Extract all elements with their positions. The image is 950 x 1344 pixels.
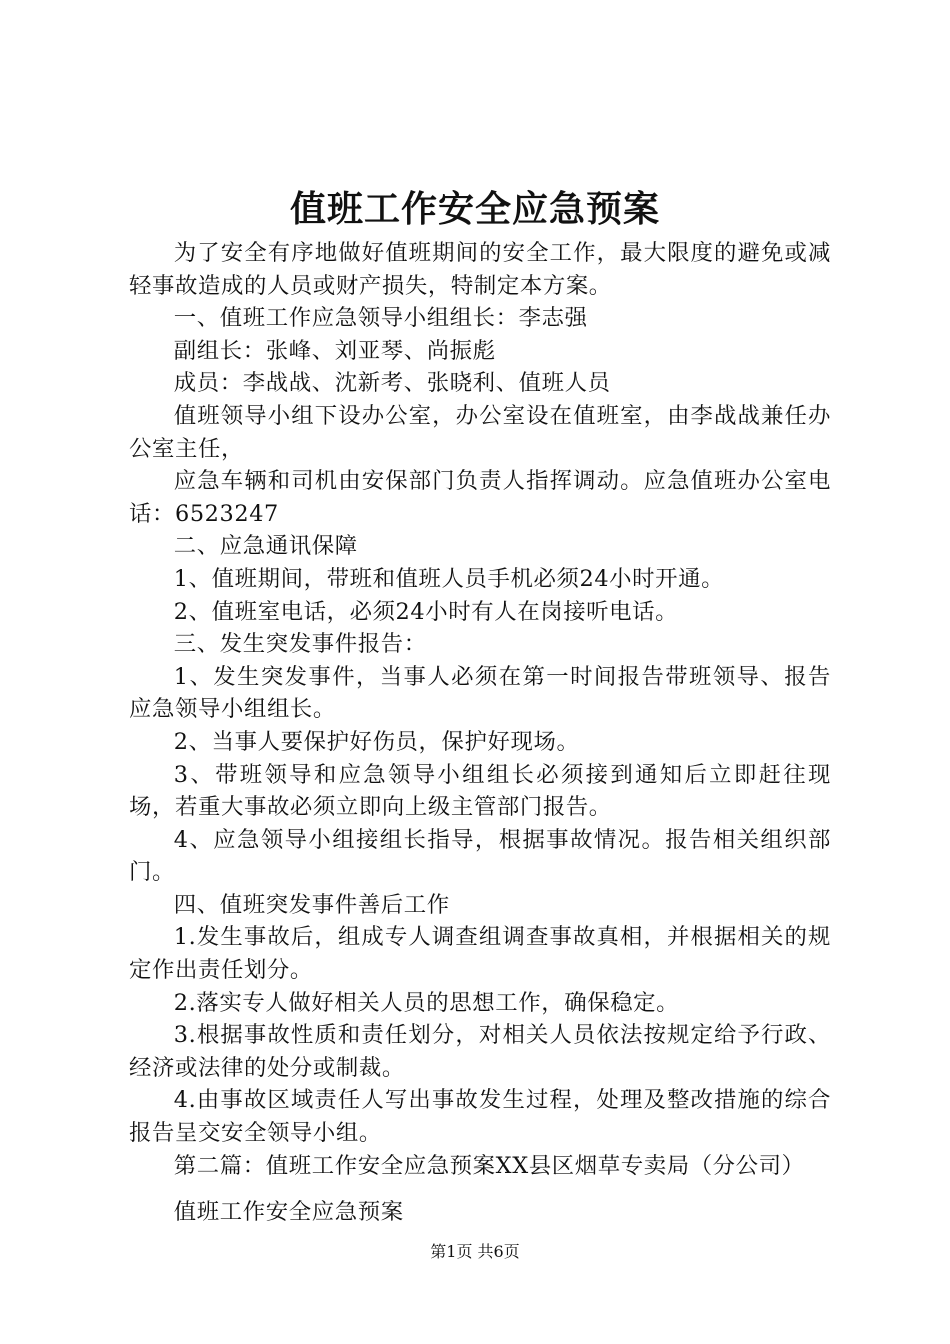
- paragraph-section-3-heading: 三、发生突发事件报告：: [173, 631, 427, 658]
- page-footer: 第1页 共6页: [430, 1242, 520, 1261]
- paragraph-section-2-item-1: 1、值班期间，带班和值班人员手机必须24小时开通。: [173, 565, 725, 592]
- paragraph-second-part-heading: 第二篇：值班工作安全应急预案XX县区烟草专卖局（分公司）: [173, 1152, 805, 1179]
- document-title: 值班工作安全应急预案: [289, 188, 660, 230]
- paragraph-second-part-title: 值班工作安全应急预案: [173, 1199, 404, 1226]
- paragraph-section-2-heading: 二、应急通讯保障: [173, 533, 358, 560]
- paragraph-vehicles-phone: 应急车辆和司机由安保部门负责人指挥调动。应急值班办公室电话：6523247: [129, 468, 831, 527]
- paragraph-section-1-leader: 一、值班工作应急领导小组组长：李志强: [173, 305, 588, 332]
- paragraph-section-4-item-2: 2.落实专人做好相关人员的思想工作，确保稳定。: [173, 989, 680, 1016]
- paragraph-section-4-heading: 四、值班突发事件善后工作: [173, 891, 450, 918]
- paragraph-section-3-item-1: 1、发生突发事件，当事人必须在第一时间报告带班领导、报告应急领导小组组长。: [129, 663, 831, 723]
- paragraph-section-4-item-1: 1.发生事故后，组成专人调查组调查事故真相，并根据相关的规定作出责任划分。: [129, 924, 831, 984]
- paragraph-section-4-item-4: 4.由事故区域责任人写出事故发生过程，处理及整改措施的综合报告呈交安全领导小组。: [129, 1087, 831, 1147]
- paragraph-members: 成员：李战战、沈新考、张晓利、值班人员: [173, 370, 611, 397]
- paragraph-section-3-item-2: 2、当事人要保护好伤员，保护好现场。: [173, 728, 580, 755]
- paragraph-section-3-item-3: 3、带班领导和应急领导小组组长必须接到通知后立即赶往现场，若重大事故必须立即向上级主管部门报告。: [129, 761, 831, 821]
- paragraph-intro: 为了安全有序地做好值班期间的安全工作，最大限度的避免或减轻事故造成的人员或财产损失，特制定本方案。: [129, 240, 831, 299]
- paragraph-section-4-item-3: 3.根据事故性质和责任划分，对相关人员依法按规定给予行政、经济或法律的处分或制裁。: [129, 1022, 831, 1081]
- paragraph-office: 值班领导小组下设办公室，办公室设在值班室，由李战战兼任办公室主任，: [129, 402, 831, 462]
- document-body: [129, 237, 831, 1229]
- paragraph-section-3-item-4: 4、应急领导小组接组长指导，根据事故情况。报告相关组织部门。: [129, 826, 831, 886]
- paragraph-deputy-leaders: 副组长：张峰、刘亚琴、尚振彪: [173, 337, 496, 364]
- paragraph-section-2-item-2: 2、值班室电话，必须24小时有人在岗接听电话。: [173, 598, 679, 625]
